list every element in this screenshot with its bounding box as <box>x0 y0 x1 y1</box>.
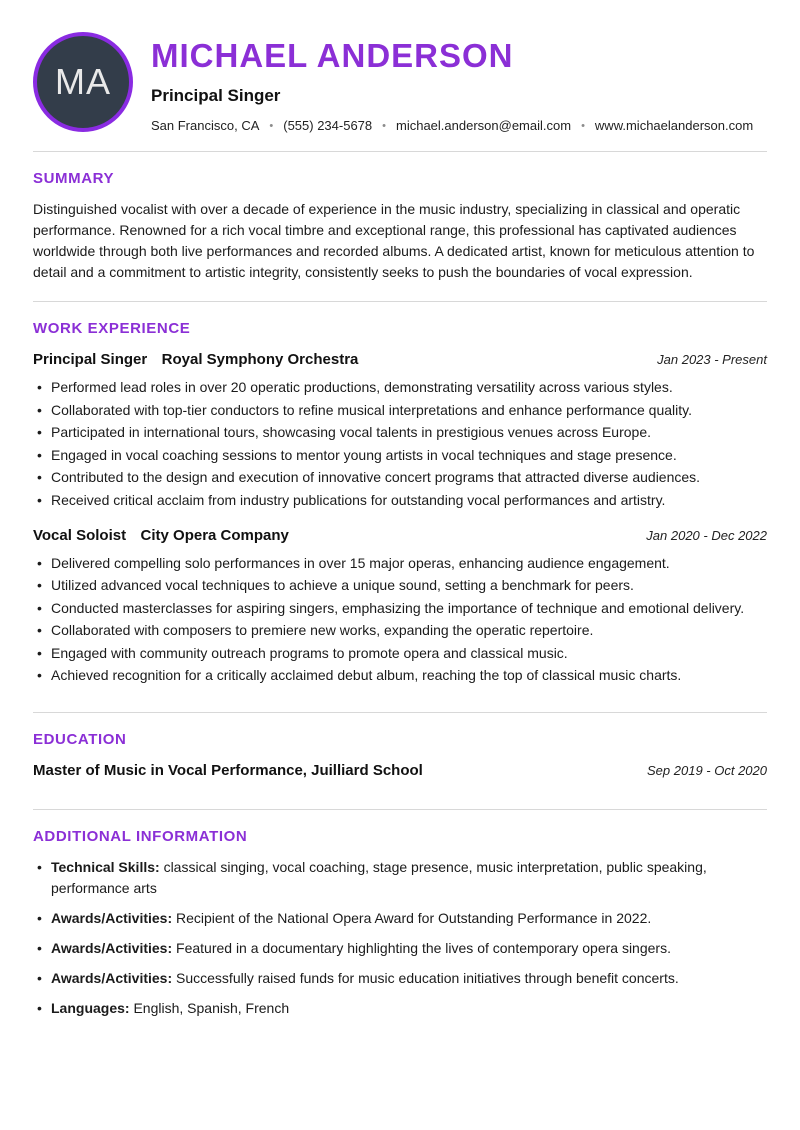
work-experience-heading: WORK EXPERIENCE <box>33 320 191 338</box>
job-header <box>33 527 767 545</box>
job-role: Principal Singer <box>33 351 148 369</box>
job-entry <box>33 527 767 687</box>
summary-heading: SUMMARY <box>33 170 115 188</box>
info-text: Recipient of the National Opera Award for Outstanding Performance in 2022. <box>176 910 652 927</box>
additional-info-heading: ADDITIONAL INFORMATION <box>33 828 248 846</box>
job-header <box>33 351 767 369</box>
additional-info-item <box>33 938 767 959</box>
job-dates: Jan 2023 - Present <box>657 352 767 368</box>
additional-info-section <box>33 828 767 1019</box>
job-bullet: • Delivered compelling solo performances in over 15 major operas, enhancing audience engagement. <box>33 553 767 574</box>
candidate-title: Principal Singer <box>151 86 281 106</box>
avatar <box>33 32 133 132</box>
additional-info-list <box>33 857 767 1019</box>
additional-info-item <box>33 857 767 899</box>
contact-phone: (555) 234-5678 <box>283 118 373 134</box>
job-bullet: • Collaborated with top-tier conductors to refine musical interpretations and enhance performance quality. <box>33 400 767 421</box>
contact-location: San Francisco, CA <box>151 118 260 134</box>
section-divider <box>33 151 767 152</box>
section-divider <box>33 712 767 713</box>
contact-row <box>151 118 753 133</box>
job-dates: Jan 2020 - Dec 2022 <box>646 527 767 543</box>
additional-info-item <box>33 998 767 1019</box>
job-bullet: • Contributed to the design and execution of innovative concert programs that attracted diverse audiences. <box>33 467 767 488</box>
education-dates: Sep 2019 - Oct 2020 <box>647 763 767 779</box>
section-divider <box>33 301 767 302</box>
contact-website[interactable]: www.michaelanderson.com <box>594 118 754 134</box>
summary-text: Distinguished vocalist with over a decade of experience in the music industry, specializing in classical and operatic performance. Renowned for a rich vocal timbre and exceptional range, this professional has captivated audiences worldwide through both live performances and recorded albums. A dedicated artist, known for meticulous attention to detail and a commitment to artistic integrity, consistently seeks to push the boundaries of vocal expression. <box>33 201 755 281</box>
job-bullet: • Utilized advanced vocal techniques to achieve a unique sound, setting a benchmark for peers. <box>33 575 767 596</box>
job-bullet: • Participated in international tours, showcasing vocal talents in prestigious venues across Europe. <box>33 422 767 443</box>
job-title-line <box>33 351 358 369</box>
job-bullet-list <box>33 377 767 511</box>
header-text <box>151 28 753 133</box>
info-label: Technical Skills: <box>51 859 164 876</box>
job-bullet-list <box>33 553 767 687</box>
summary-section <box>33 170 767 283</box>
job-bullet: • Collaborated with composers to premiere new works, expanding the operatic repertoire. <box>33 620 767 641</box>
work-experience-section <box>33 320 767 686</box>
bullet-separator-icon: • <box>581 119 585 132</box>
education-degree: Master of Music in Vocal Performance, Juilliard School <box>33 762 423 780</box>
info-text: English, Spanish, French <box>133 1000 290 1017</box>
job-bullet: • Received critical acclaim from industry publications for outstanding vocal performances and artistry. <box>33 490 767 511</box>
bullet-separator-icon: • <box>382 119 386 132</box>
info-label: Awards/Activities: <box>51 910 177 927</box>
info-label: Awards/Activities: <box>51 940 177 957</box>
candidate-name: MICHAEL ANDERSON <box>151 37 514 74</box>
job-title-line <box>33 527 289 545</box>
contact-email[interactable]: michael.anderson@email.com <box>396 118 572 134</box>
job-company: Royal Symphony Orchestra <box>161 351 359 369</box>
avatar-initials: MA <box>55 61 111 102</box>
job-bullet: • Engaged in vocal coaching sessions to mentor young artists in vocal techniques and stage presence. <box>33 445 767 466</box>
job-bullet: • Engaged with community outreach programs to promote opera and classical music. <box>33 643 767 664</box>
additional-info-item <box>33 908 767 929</box>
section-divider <box>33 809 767 810</box>
job-company: City Opera Company <box>140 526 289 544</box>
info-text: Successfully raised funds for music education initiatives through benefit concerts. <box>176 970 679 987</box>
additional-info-item <box>33 968 767 989</box>
info-label: Languages: <box>51 1000 134 1017</box>
bullet-separator-icon: • <box>269 119 274 132</box>
info-label: Awards/Activities: <box>51 970 177 987</box>
education-heading: EDUCATION <box>33 731 127 749</box>
education-section <box>33 731 767 779</box>
education-entry <box>33 762 767 779</box>
resume-header <box>33 28 767 133</box>
job-role: Vocal Soloist <box>33 526 127 544</box>
job-bullet: • Achieved recognition for a critically acclaimed debut album, reaching the top of classical music charts. <box>33 665 767 686</box>
job-entry <box>33 351 767 511</box>
job-bullet: • Conducted masterclasses for aspiring singers, emphasizing the importance of technique and emotional delivery. <box>33 598 767 619</box>
info-text: classical singing, vocal coaching, stage presence, music interpretation, public speaking, performance arts <box>51 859 707 897</box>
job-bullet: • Performed lead roles in over 20 operatic productions, demonstrating versatility across various styles. <box>33 377 767 398</box>
info-text: Featured in a documentary highlighting the lives of contemporary opera singers. <box>176 940 671 957</box>
